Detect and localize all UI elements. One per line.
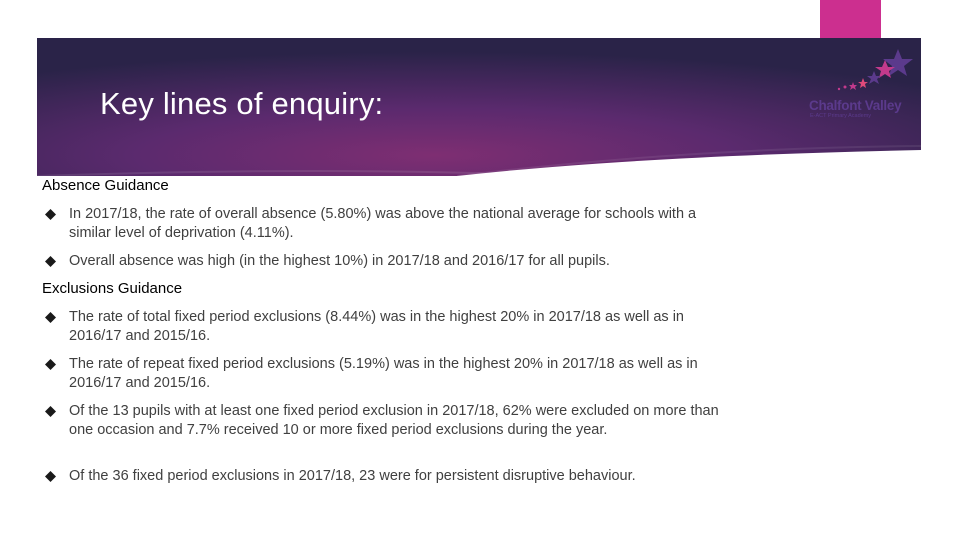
list-item-text: Of the 13 pupils with at least one fixed period exclusion in 2017/18, 62% were excluded on more than one occasion and 7.7% received 10 or more fixed period exclusions during the year. bbox=[69, 403, 719, 438]
diamond-bullet-icon bbox=[45, 256, 56, 267]
accent-bar bbox=[820, 0, 881, 40]
list-item-text: The rate of repeat fixed period exclusions (5.19%) was in the highest 20% in 2017/18 as well as in 2016/17 and 2015/16. bbox=[69, 356, 698, 391]
logo-subtitle: E-ACT Primary Academy bbox=[810, 113, 872, 119]
list-item bbox=[45, 308, 735, 346]
logo-name: Chalfont Valley bbox=[809, 98, 902, 113]
list-item bbox=[45, 355, 735, 393]
section-heading: Exclusions Guidance bbox=[42, 280, 183, 297]
list-item bbox=[45, 402, 735, 440]
stars-icon bbox=[806, 47, 918, 97]
school-logo bbox=[806, 47, 918, 127]
diamond-bullet-icon bbox=[45, 209, 56, 220]
diamond-bullet-icon bbox=[45, 359, 56, 370]
list-item-text: In 2017/18, the rate of overall absence (5.80%) was above the national average for schools with a similar level of deprivation (4.11%). bbox=[69, 206, 697, 241]
diamond-bullet-icon bbox=[45, 406, 56, 417]
list-item-text: Of the 36 fixed period exclusions in 2017/18, 23 were for persistent disruptive behaviour. bbox=[69, 468, 636, 484]
section-heading: Absence Guidance bbox=[42, 177, 169, 194]
page-title: Key lines of enquiry: bbox=[100, 86, 384, 121]
list-item-text: Overall absence was high (in the highest 10%) in 2017/18 and 2016/17 for all pupils. bbox=[69, 253, 610, 269]
list-item bbox=[45, 252, 735, 271]
list-item bbox=[45, 467, 735, 486]
list-item bbox=[45, 205, 735, 243]
diamond-bullet-icon bbox=[45, 471, 56, 482]
list-item-text: The rate of total fixed period exclusions (8.44%) was in the highest 20% in 2017/18 as well as in 2016/17 and 2015/16. bbox=[69, 309, 684, 344]
diamond-bullet-icon bbox=[45, 312, 56, 323]
